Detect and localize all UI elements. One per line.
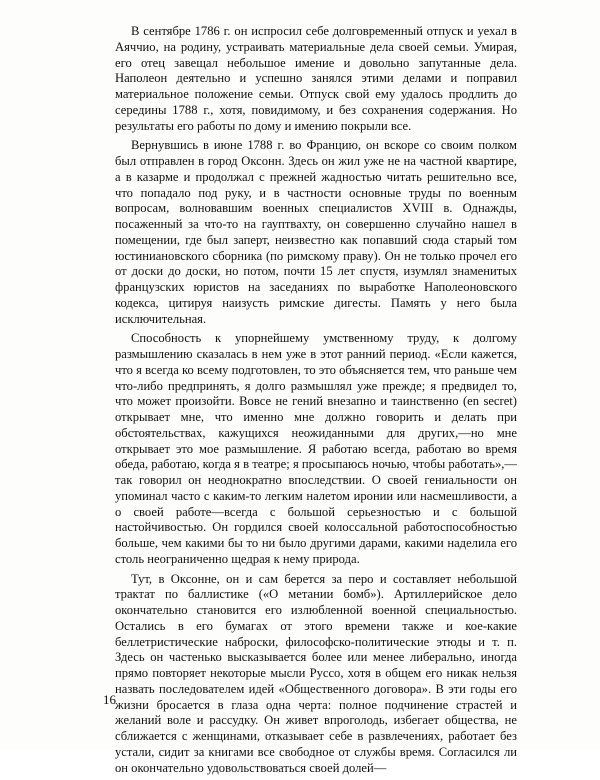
page-number: 16: [103, 692, 116, 707]
paragraph-3: Способность к упорнейшему умственному труду, к долгому размышлению сказалась в нем уже в этот ранний период. «Если кажется, что я всегда ко всему подготовлен, то это объясняется тем, что раньше чем что-либо предпринять, я долго размышлял уже прежде; я предвидел то, что может произойти. Вовсе не гений внезапно и таинственно (en secret) открывает мне, что именно мне должно говорить и делать при обстоятельствах, кажущихся неожиданными для других,—но мне открывает это мое размышление. Я работаю всегда, работаю во время обеда, работаю, когда я в театре; я просыпаюсь ночью, чтобы работать»,—так говорил он неоднократно впоследствии. О своей гениальности он упоминал часто с каким-то легким налетом иронии или насмешливости, а о своей работе—всегда с большой серьезностью и с большой настойчивостью. Он гордился своей колоссальной работоспособностью больше, чем какими бы то ни было другими дарами, какими наделила его столь неограниченно щедрая к нему природа.: [115, 331, 517, 566]
paragraph-2: Вернувшись в июне 1788 г. во Францию, он вскоре со своим полком был отправлен в город Оксонн. Здесь он жил уже не на частной квартире, а в казарме и продолжал с прежней жадностью читать решительно все, что попадало под руку, и в частности основные труды по военным вопросам, волновавшим военных специалистов XVIII в. Однажды, посаженный за что-то на гауптвахту, он совершенно случайно нашел в помещении, где был заперт, неизвестно как попавший сюда старый том юстиниановского сборника (по римскому праву). Он не только прочел его от доски до доски, но потом, почти 15 лет спустя, изумлял знаменитых французских юристов на заседаниях по выработке Наполеоновского кодекса, цитируя наизусть римские дигесты. Память у него была исключительная.: [115, 138, 517, 326]
paragraph-1: В сентябре 1786 г. он испросил себе долговременный отпуск и уехал в Аяччио, на родину, устраивать материальные дела своей семьи. Умирая, его отец завещал небольшое имение и довольно запутанные дела. Наполеон деятельно и успешно занялся этими делами и поправил материальное положение семьи. Отпуск свой ему удалось продлить до середины 1788 г., хотя, повидимому, и без сохранения содержания. Но результаты его работы по дому и имению покрыли все.: [115, 24, 517, 133]
body-text: [115, 24, 517, 780]
paragraph-4: Тут, в Оксонне, он и сам берется за перо и составляет небольшой трактат по баллистике («О метании бомб»). Артиллерийское дело окончательно становится его излюбленной военной специальностью. Остались в его бумагах от этого времени также и кое-какие беллетристические наброски, философско-политические этюды и т. п. Здесь он частенько высказывается более или менее либерально, иногда прямо повторяет некоторые мысли Руссо, хотя в общем его никак нельзя назвать последователем идей «Общественного договора». В эти годы его жизни бросается в глаза одна черта: полное подчинение страстей и желаний воле и рассудку. Он живет впроголодь, избегает общества, не сближается с женщинами, отказывает себе в развлечениях, работает без устали, сидит за книгами все свободное от службы время. Согласился ли он окончательно удовольствоваться своей долей—: [115, 571, 517, 775]
